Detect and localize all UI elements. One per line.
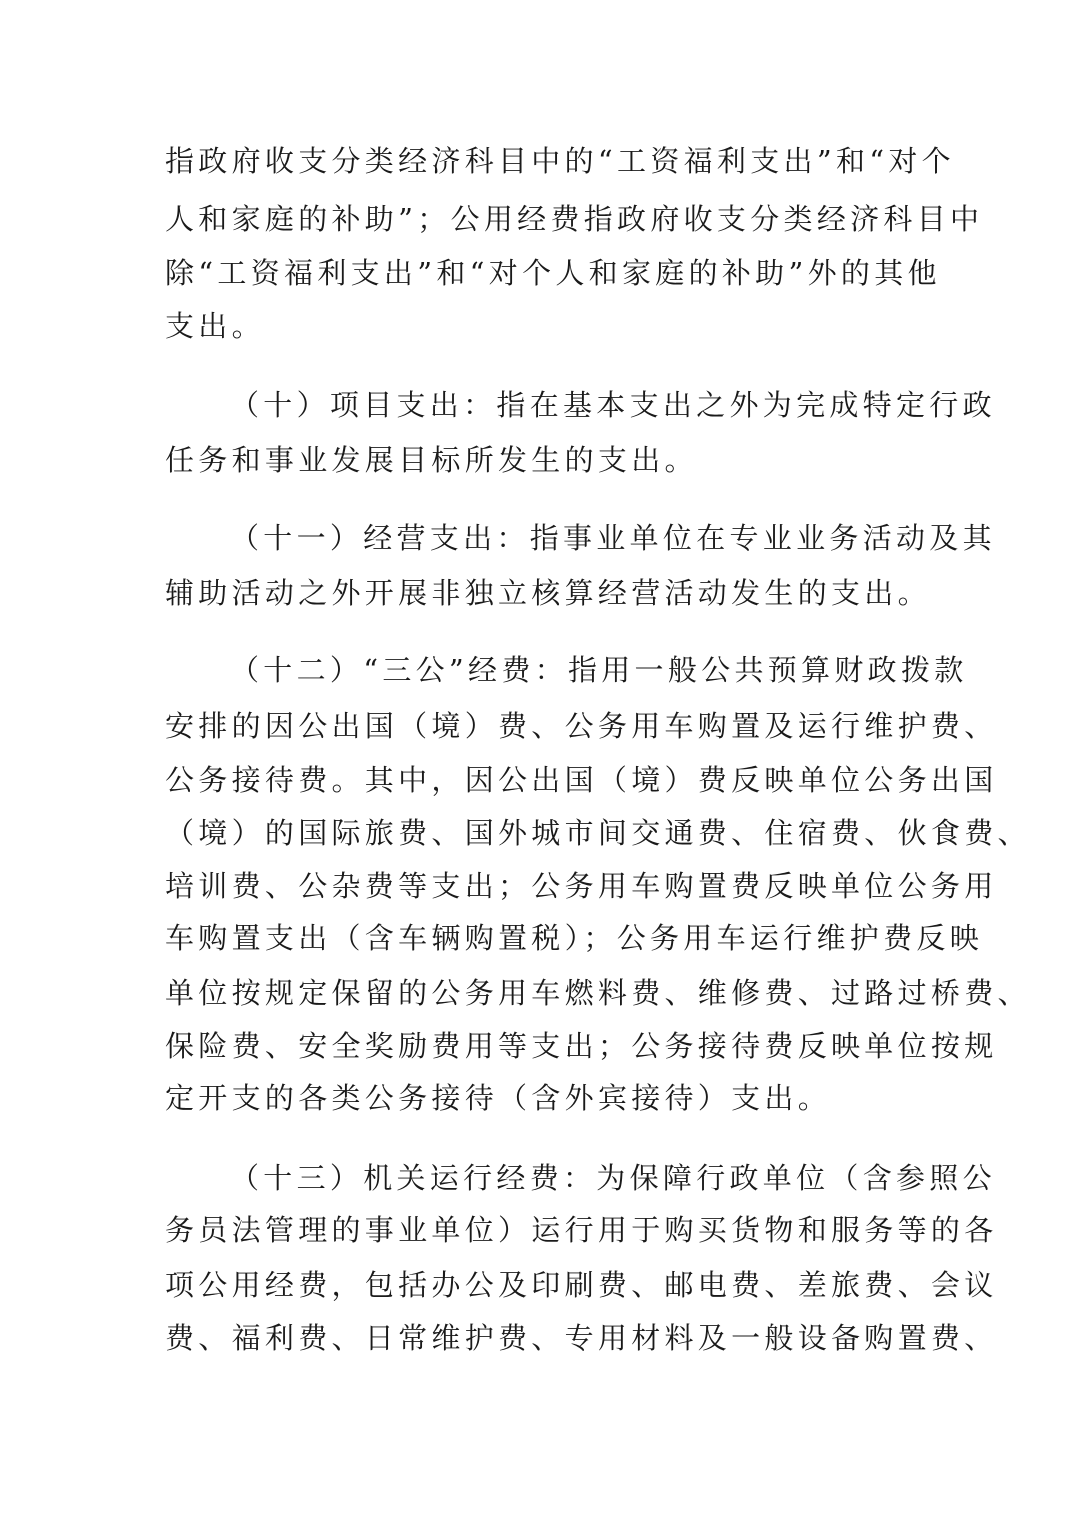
- text-line: 车购置支出（含车辆购置税）；公务用车运行维护费反映: [165, 921, 984, 955]
- text-line: 定开支的各类公务接待（含外宾接待）支出。: [165, 1081, 832, 1115]
- text-line: 务员法管理的事业单位）运行用于购买货物和服务等的各: [165, 1213, 998, 1247]
- text-line: 辅助活动之外开展非独立核算经营活动发生的支出。: [165, 576, 931, 610]
- text-line: 项公用经费，包括办公及印刷费、邮电费、差旅费、会议: [165, 1268, 998, 1302]
- text-line: （十）项目支出：指在基本支出之外为完成特定行政: [230, 388, 996, 422]
- text-line: 支出。: [165, 309, 265, 343]
- text-line: 费、福利费、日常维护费、专用材料及一般设备购置费、: [165, 1321, 998, 1355]
- text-line: 保险费、安全奖励费用等支出；公务接待费反映单位按规: [165, 1029, 998, 1063]
- text-line: （十二）“三公”经费：指用一般公共预算财政拨款: [230, 653, 968, 687]
- text-line: 单位按规定保留的公务用车燃料费、维修费、过路过桥费、: [165, 976, 1031, 1010]
- text-line: （十一）经营支出：指事业单位在专业业务活动及其: [230, 521, 996, 555]
- text-line: 公务接待费。其中，因公出国（境）费反映单位公务出国: [165, 763, 998, 797]
- text-line: （十三）机关运行经费：为保障行政单位（含参照公: [230, 1161, 996, 1195]
- text-line: 人和家庭的补助”；公用经费指政府收支分类经济科目中: [165, 202, 984, 236]
- text-line: 指政府收支分类经济科目中的“工资福利支出”和“对个: [165, 144, 955, 178]
- text-line: 任务和事业发展目标所发生的支出。: [165, 443, 698, 477]
- text-line: 培训费、公杂费等支出；公务用车购置费反映单位公务用: [165, 869, 998, 903]
- text-line: （境）的国际旅费、国外城市间交通费、住宿费、伙食费、: [165, 816, 1031, 850]
- text-line: 除“工资福利支出”和“对个人和家庭的补助”外的其他: [165, 256, 941, 290]
- text-line: 安排的因公出国（境）费、公务用车购置及运行维护费、: [165, 709, 998, 743]
